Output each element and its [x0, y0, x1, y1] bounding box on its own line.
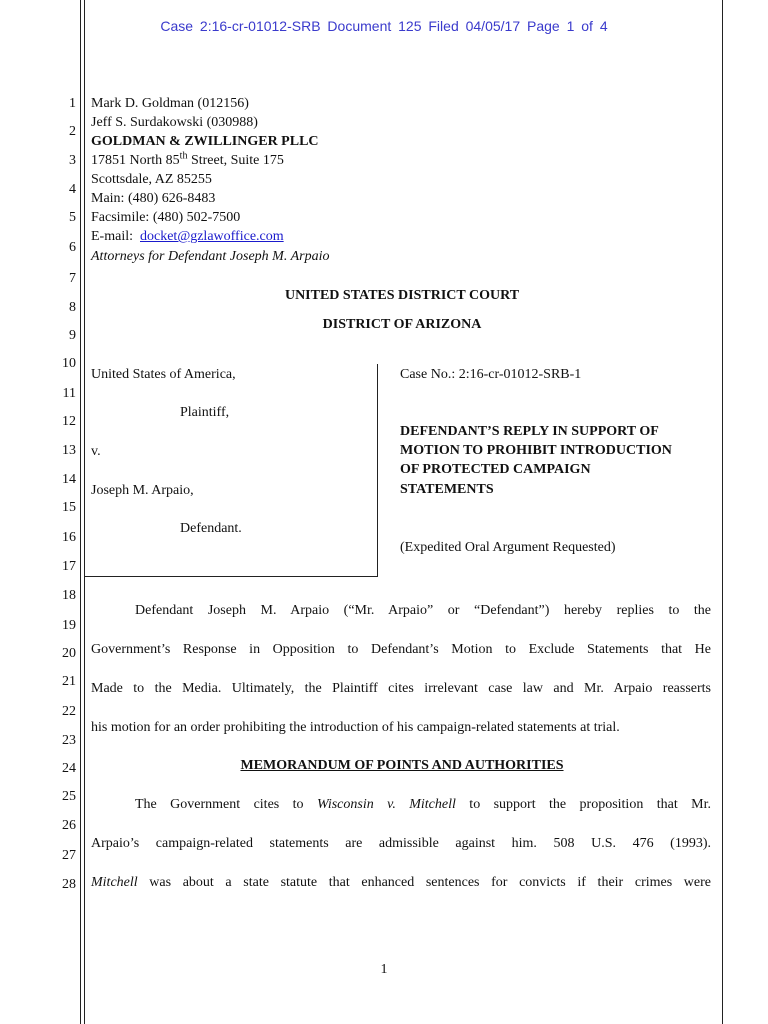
line-number: 19 — [62, 618, 76, 633]
line-number: 9 — [69, 328, 76, 343]
line-number: 2 — [69, 124, 76, 139]
court-district: DISTRICT OF ARIZONA — [322, 317, 482, 332]
line-number: 27 — [62, 848, 76, 863]
plaintiff-role: Plaintiff, — [180, 405, 230, 420]
line-number: 18 — [62, 588, 76, 603]
defendant-name: Joseph M. Arpaio, — [91, 483, 194, 498]
line-number: 15 — [62, 500, 76, 515]
line-number: 4 — [69, 182, 76, 197]
address-ordinal: th — [179, 150, 188, 162]
line-number: 11 — [62, 386, 76, 401]
line-number: 8 — [69, 300, 76, 315]
defendant-role: Defendant. — [180, 521, 242, 536]
line-number: 12 — [62, 414, 76, 429]
line-number: 24 — [62, 761, 76, 776]
law-firm-name: GOLDMAN & ZWILLINGER PLLC — [91, 134, 319, 149]
line-number: 22 — [62, 704, 76, 719]
oral-argument-note: (Expedited Oral Argument Requested) — [400, 540, 616, 555]
p2-line3-rest: was about a state statute that enhanced sentences for convicts if their crimes were — [137, 875, 711, 890]
body-p2-line-1 — [135, 797, 711, 813]
line-number: 17 — [62, 559, 76, 574]
p2-case-citation: Wisconsin v. Mitchell — [316, 797, 456, 812]
address-street-number: 17851 North 85 — [91, 153, 180, 168]
document-title-line-2: MOTION TO PROHIBIT INTRODUCTION — [400, 443, 672, 458]
document-title-line-3: OF PROTECTED CAMPAIGN — [400, 462, 591, 477]
firm-address — [91, 150, 284, 169]
line-number: 7 — [69, 271, 76, 286]
line-number: 26 — [62, 818, 76, 833]
firm-fax: Facsimile: (480) 502-7500 — [91, 210, 241, 225]
firm-email-line — [91, 229, 284, 245]
memorandum-heading-text: MEMORANDUM OF POINTS AND AUTHORITIES — [240, 758, 564, 773]
court-name: UNITED STATES DISTRICT COURT — [284, 288, 520, 303]
line-number: 3 — [69, 153, 76, 168]
body-p1-line-2: Government’s Response in Opposition to Defendant’s Motion to Exclude Statements that He — [91, 642, 711, 657]
line-number: 6 — [69, 240, 76, 255]
body-p1-line-1: Defendant Joseph M. Arpaio (“Mr. Arpaio” or “Defendant”) hereby replies to the — [135, 603, 711, 618]
page-number: 1 — [380, 962, 388, 977]
body-p2-line-3 — [91, 875, 711, 891]
filing-header: Case 2:16-cr-01012-SRB Document 125 Filed 04/05/17 Page 1 of 4 — [160, 18, 608, 34]
body-p1-line-3: Made to the Media. Ultimately, the Plaintiff cites irrelevant case law and Mr. Arpaio reasserts — [91, 681, 711, 696]
line-number: 20 — [62, 646, 76, 661]
line-number: 13 — [62, 443, 76, 458]
body-p1-line-4: his motion for an order prohibiting the introduction of his campaign-related statements at trial. — [91, 720, 620, 735]
p2-post: to support the proposition that Mr. — [455, 797, 711, 812]
attorney-name-1: Mark D. Goldman (012156) — [91, 96, 249, 111]
firm-phone: Main: (480) 626-8483 — [91, 191, 216, 206]
address-street: Street, Suite 175 — [187, 153, 284, 168]
right-margin-line — [722, 0, 723, 1024]
line-number: 1 — [69, 96, 76, 111]
line-number: 16 — [62, 530, 76, 545]
email-label: E-mail: — [91, 229, 140, 244]
line-number: 23 — [62, 733, 76, 748]
line-number: 5 — [69, 210, 76, 225]
caption-box — [84, 364, 378, 577]
attorney-name-2: Jeff S. Surdakowski (030988) — [91, 115, 258, 130]
p2-mitchell: Mitchell — [91, 875, 138, 890]
attorney-role: Attorneys for Defendant Joseph M. Arpaio — [91, 249, 330, 264]
line-number: 25 — [62, 789, 76, 804]
line-number: 14 — [62, 472, 76, 487]
p2-pre: The Government cites to — [135, 797, 317, 812]
case-number: Case No.: 2:16-cr-01012-SRB-1 — [400, 367, 582, 382]
versus: v. — [91, 444, 101, 459]
line-number: 10 — [62, 356, 76, 371]
memorandum-heading — [85, 758, 719, 774]
left-margin-line-outer — [80, 0, 81, 1024]
document-title-line-4: STATEMENTS — [400, 482, 494, 497]
body-p2-line-2: Arpaio’s campaign-related statements are admissible against him. 508 U.S. 476 (1993). — [91, 836, 711, 851]
firm-city: Scottsdale, AZ 85255 — [91, 172, 212, 187]
line-number: 28 — [62, 877, 76, 892]
email-link[interactable]: docket@gzlawoffice.com — [140, 229, 284, 244]
line-number: 21 — [62, 674, 76, 689]
document-title-line-1: DEFENDANT’S REPLY IN SUPPORT OF — [400, 424, 659, 439]
plaintiff-name: United States of America, — [91, 367, 236, 382]
